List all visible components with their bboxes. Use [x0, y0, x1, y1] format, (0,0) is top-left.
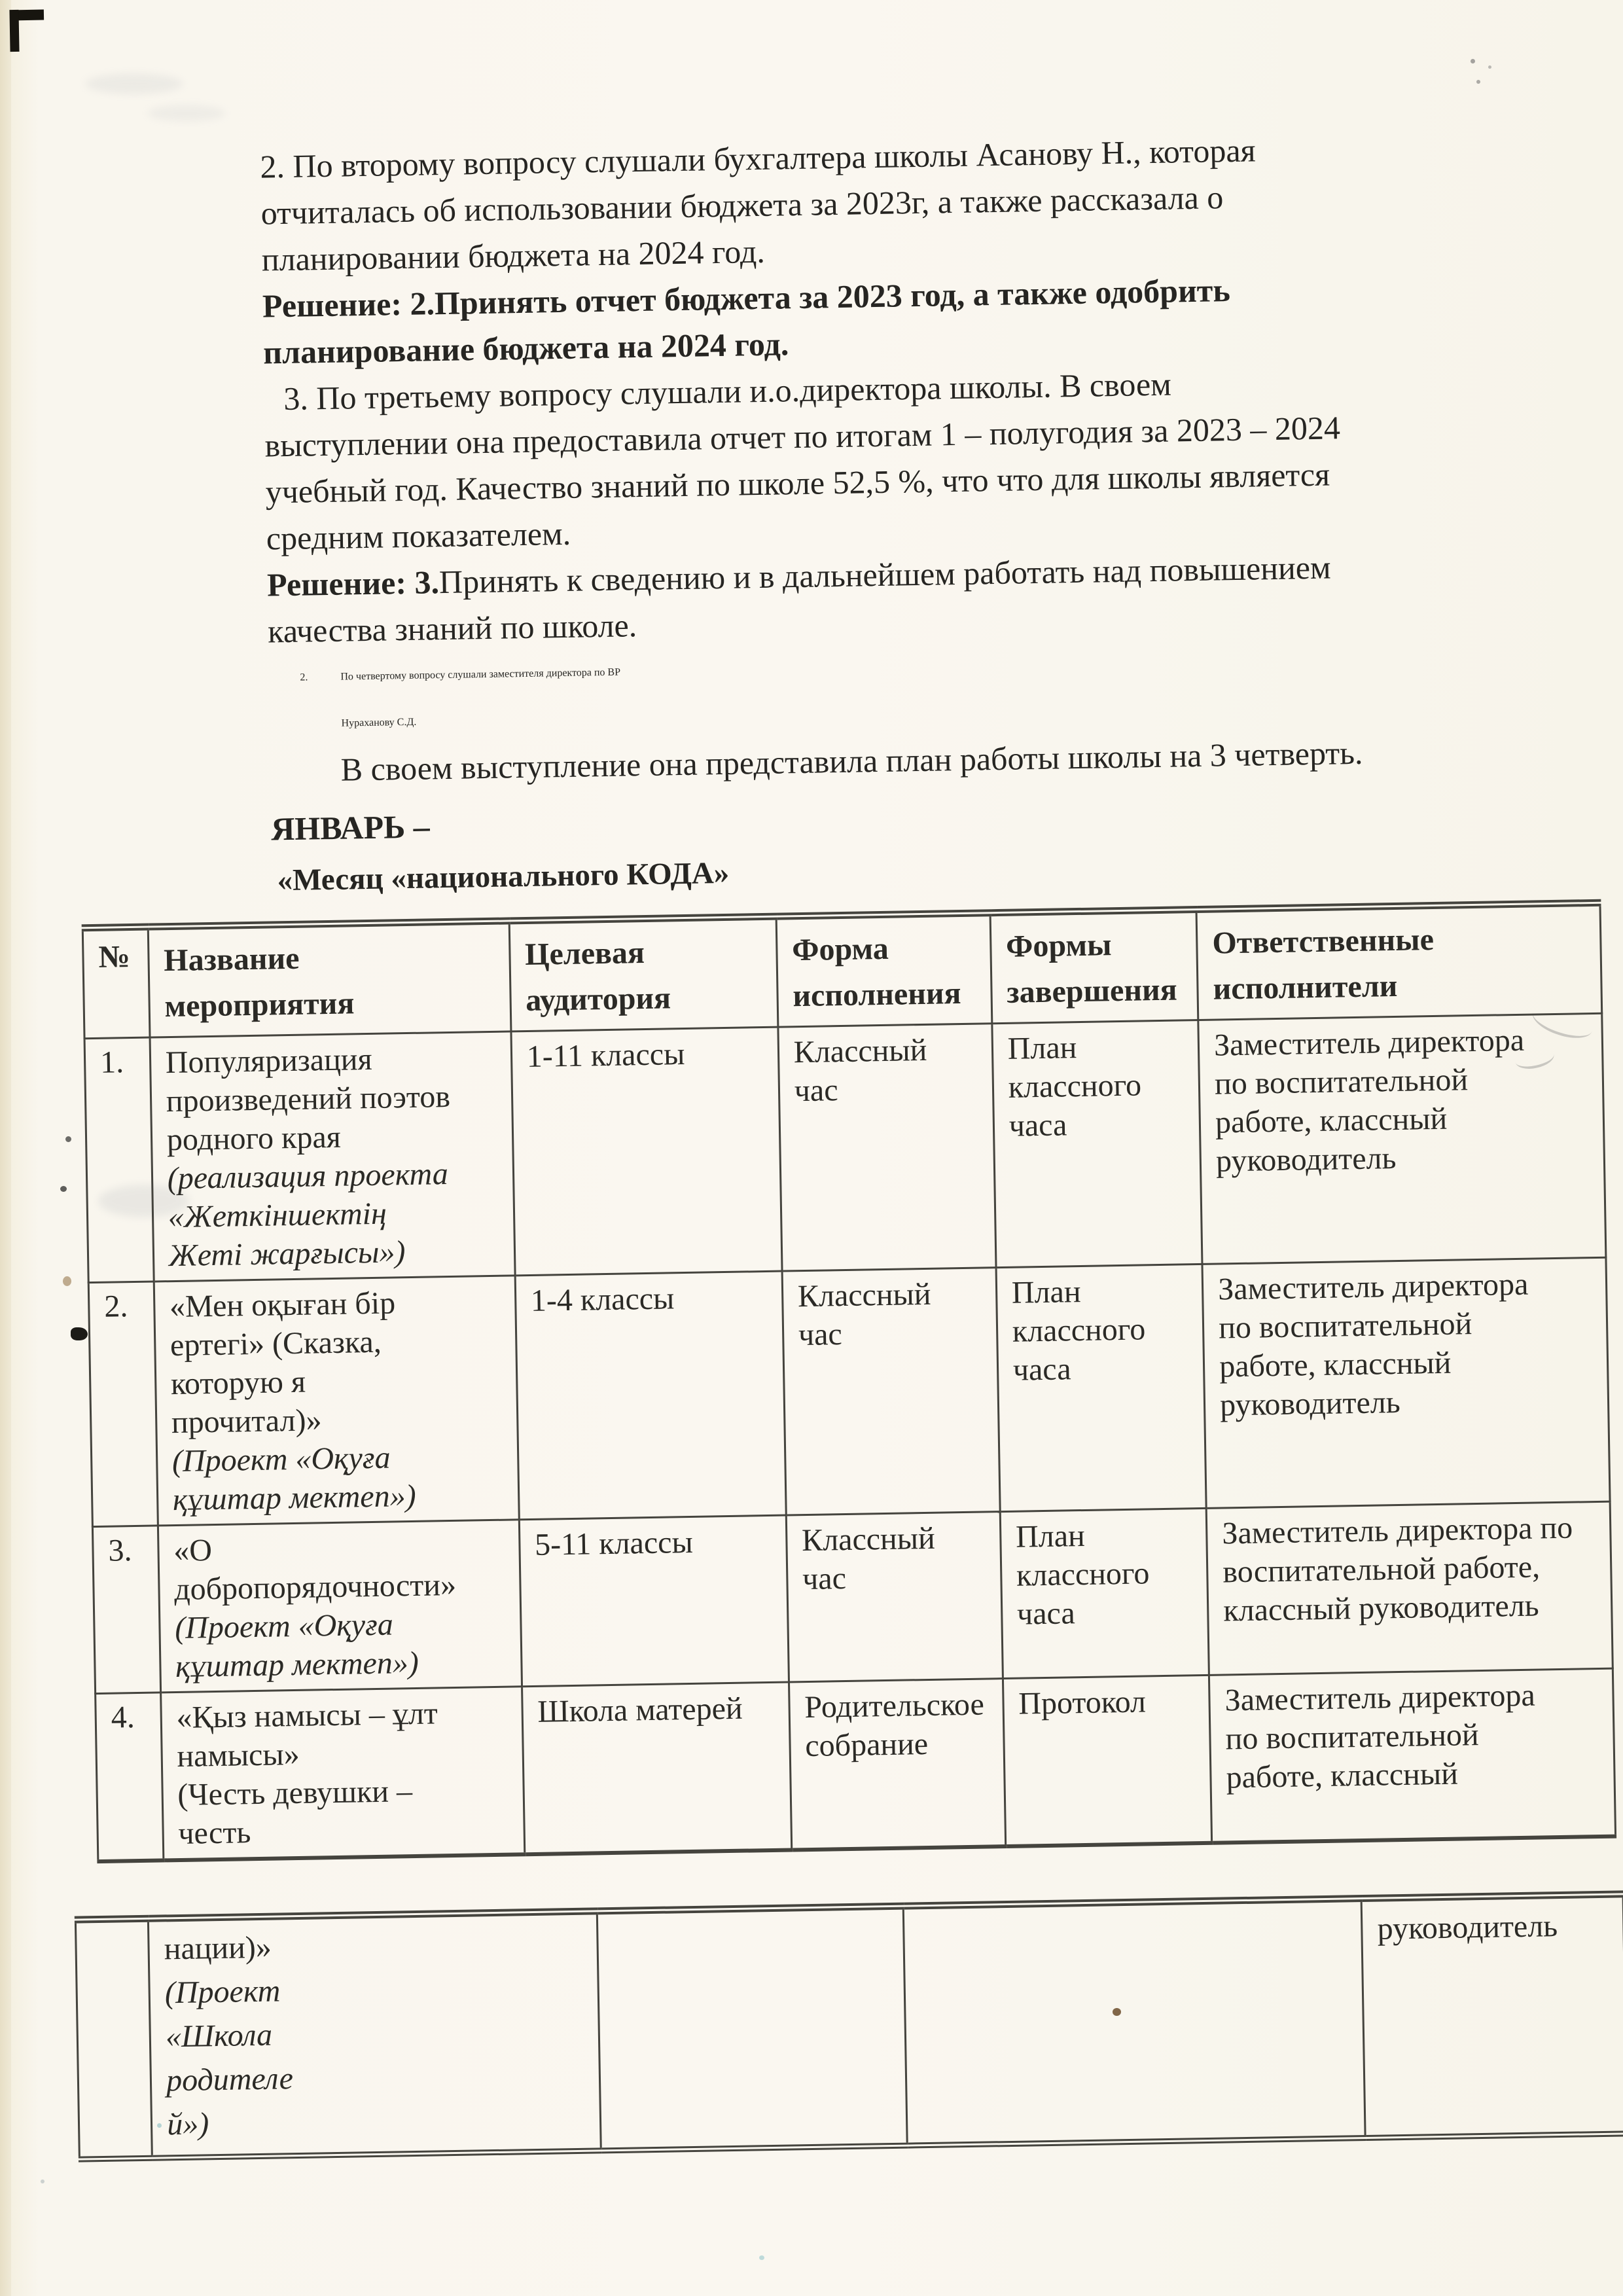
- decision-3-text: Принять к сведению и в дальнейшем работать над повышением: [438, 548, 1332, 601]
- text-line: Заместитель директора: [1224, 1677, 1536, 1718]
- cell-responsible-continued: руководитель: [1361, 1894, 1623, 2138]
- text-line: «О: [173, 1533, 213, 1569]
- text-line: «Қыз намысы – ұлт: [176, 1696, 438, 1736]
- text-line: По четвертому вопросу слушали заместителя директора по ВР: [340, 666, 621, 683]
- text-line: Форма: [791, 931, 889, 968]
- text-line: час: [794, 1073, 838, 1109]
- text-line: құштар мектеп»): [172, 1478, 416, 1518]
- text-line: часа: [1008, 1107, 1067, 1143]
- scan-edge-strip: [0, 0, 11, 2296]
- text-line: Формы: [1005, 927, 1112, 964]
- text-line: ертегі» (Сказка,: [169, 1324, 382, 1363]
- text-line: Целевая: [524, 935, 645, 973]
- table-row: [84, 1013, 1606, 1282]
- text-line: Классный: [797, 1276, 931, 1314]
- table-row: [75, 1894, 1623, 2159]
- cell-form: [903, 1899, 1365, 2146]
- text-line: работе, классный: [1219, 1345, 1452, 1384]
- cell-audience: [597, 1906, 907, 2151]
- text-line: «Жеткіншектің: [168, 1196, 387, 1235]
- text-line: часа: [1016, 1596, 1076, 1632]
- paragraph-question-3: [264, 354, 1600, 562]
- cell-responsible: [1209, 1668, 1616, 1843]
- table-row: [88, 1257, 1610, 1526]
- text-line: добропорядочности»: [173, 1567, 457, 1607]
- text-line: Ответственные: [1212, 922, 1435, 961]
- text-line: завершения: [1006, 972, 1178, 1010]
- scan-speck: [63, 1276, 71, 1286]
- text-line: Заместитель директора по: [1221, 1510, 1573, 1551]
- cell-responsible: [1206, 1501, 1613, 1675]
- cell-audience: 1-11 классы: [511, 1027, 782, 1276]
- text-line: Классный: [801, 1520, 936, 1558]
- text-line: классного: [1016, 1556, 1150, 1593]
- text-line: Протокол: [1018, 1684, 1147, 1721]
- cell-audience: 1-4 классы: [515, 1271, 786, 1520]
- list-item-body: [340, 649, 622, 747]
- scan-speck: [1488, 65, 1491, 69]
- text-line: «Школа: [165, 2017, 273, 2054]
- text-line: произведений поэтов: [166, 1079, 451, 1119]
- cell-event-name-continued: [148, 1911, 601, 2158]
- cell-form: [782, 1268, 1000, 1515]
- cell-number: 3.: [92, 1526, 160, 1694]
- scan-speck: [1476, 80, 1480, 84]
- document-content: [69, 122, 1623, 2162]
- text-line: мероприятия: [164, 986, 355, 1024]
- cell-number: 2.: [88, 1282, 158, 1527]
- text-line: по воспитательной: [1225, 1717, 1480, 1757]
- text-line: аудитория: [525, 980, 671, 1018]
- header-responsible: [1196, 903, 1602, 1020]
- scan-speck: [41, 2179, 45, 2183]
- cell-audience: Школа матерей: [522, 1682, 791, 1854]
- text-line: 2. По второму вопросу слушали бухгалтера школы Асанову Н., которая: [260, 132, 1256, 185]
- cell-completion: [1003, 1675, 1212, 1846]
- cell-form: [778, 1024, 996, 1271]
- text-line: Классный: [793, 1032, 927, 1070]
- events-table-continuation: [75, 1890, 1623, 2162]
- text-line: План: [1015, 1518, 1086, 1554]
- header-number: №: [82, 927, 149, 1039]
- text-line: Заместитель директора: [1217, 1266, 1529, 1307]
- text-line: нации)»: [164, 1929, 272, 1967]
- text-line: часа: [1012, 1352, 1071, 1388]
- text-line: час: [802, 1561, 847, 1597]
- text-line: честь: [177, 1815, 251, 1851]
- header-completion-form: [990, 910, 1198, 1024]
- text-line: (Честь девушки –: [177, 1774, 413, 1813]
- cell-audience: 5-11 классы: [519, 1515, 789, 1687]
- text-line: руководитель: [1219, 1384, 1401, 1423]
- text-line: планирование бюджета на 2024 год.: [262, 325, 789, 371]
- text-line: классного: [1012, 1312, 1146, 1349]
- text-line: құштар мектеп»): [175, 1645, 419, 1685]
- scan-speck: [60, 1186, 67, 1192]
- text-line: Популяризация: [165, 1041, 372, 1081]
- text-line: час: [798, 1317, 843, 1353]
- cell-form: [789, 1679, 1005, 1850]
- text-line: (Проект «Оқуға: [171, 1440, 391, 1479]
- text-line: (реализация проекта: [167, 1157, 449, 1196]
- text-line: исполнители: [1213, 968, 1398, 1007]
- scan-smudge: [147, 105, 226, 122]
- cell-number: 1.: [84, 1037, 154, 1283]
- header-target-audience: [509, 916, 778, 1031]
- scan-corner-mark: [9, 10, 19, 52]
- text-line: й»): [166, 2106, 209, 2142]
- scan-ink-blot: [71, 1327, 88, 1340]
- cell-event-name: [150, 1031, 515, 1282]
- text-line: (Проект: [164, 1973, 281, 2011]
- cell-completion: [992, 1020, 1203, 1267]
- scan-smudge: [85, 73, 183, 94]
- scan-speck: [65, 1136, 71, 1142]
- scan-speck: [759, 2255, 764, 2260]
- text-line: Решение: 2.Принять отчет бюджета за 2023 год, а также одобрить: [262, 272, 1231, 325]
- text-line: 3. По третьему вопросу слушали и.о.директора школы. В своем: [283, 365, 1172, 418]
- text-line: В своем выступление она представила план работы школы на 3 четверть.: [340, 734, 1363, 788]
- table-row: [92, 1501, 1613, 1693]
- text-line: руководитель: [1215, 1141, 1397, 1179]
- cell-event-name: [158, 1520, 522, 1693]
- text-line: выступлении она предоставила отчет по итогам 1 – полугодия за 2023 – 2024: [264, 409, 1341, 464]
- text-line: классный руководитель: [1222, 1588, 1540, 1628]
- text-line: «Мен оқыған бір: [169, 1285, 396, 1325]
- text-line: (Проект «Оқуға: [174, 1607, 394, 1646]
- month-heading: ЯНВАРЬ –: [270, 808, 431, 848]
- text-line: собрание: [804, 1726, 929, 1764]
- text-line: Нураханову С.Д.: [341, 716, 417, 729]
- text-line: Название: [163, 941, 300, 978]
- cell-responsible: [1198, 1013, 1606, 1264]
- cell-responsible: [1202, 1257, 1610, 1508]
- cell-event-name: [160, 1687, 524, 1861]
- cell-number: 4.: [96, 1693, 164, 1861]
- text-line: работе, классный: [1215, 1101, 1448, 1140]
- text-line: исполнения: [792, 975, 961, 1014]
- text-line: родителе: [166, 2061, 294, 2098]
- text-line: качества знаний по школе.: [267, 607, 637, 650]
- text-line: намысы»: [177, 1736, 300, 1774]
- text-line: План: [1007, 1030, 1077, 1066]
- text-line: Жеті жарғысы»): [168, 1234, 406, 1274]
- text-line: классного: [1008, 1067, 1142, 1105]
- text-line: родного края: [166, 1119, 342, 1158]
- text-line: План: [1011, 1274, 1081, 1310]
- text-line: воспитательной работе,: [1222, 1549, 1541, 1590]
- text-line: Заместитель директора: [1213, 1022, 1525, 1063]
- text-line: учебный год. Качество знаний по школе 52,5 %, что что для школы является: [265, 456, 1330, 511]
- text-line: работе, классный: [1226, 1756, 1459, 1795]
- scan-speck: [1471, 59, 1475, 63]
- text-line: средним показателем.: [266, 514, 571, 557]
- cell-completion: [1000, 1508, 1209, 1678]
- list-item-number: 2.: [300, 672, 308, 683]
- table-row: [96, 1668, 1616, 1861]
- events-table: [82, 899, 1616, 1863]
- text-line: планировании бюджета на 2024 год.: [261, 232, 766, 278]
- decision-3-label: Решение: 3.: [266, 564, 440, 603]
- text-line: Родительское: [804, 1687, 985, 1725]
- header-event-name: [148, 921, 511, 1037]
- paragraph-question-2: [260, 122, 1596, 283]
- text-line: которую я: [170, 1364, 306, 1402]
- cell-form: [786, 1512, 1003, 1682]
- text-line: прочитал)»: [171, 1403, 322, 1441]
- text-line: по воспитательной: [1214, 1062, 1469, 1102]
- text-line: отчиталась об использовании бюджета за 2023г, а также рассказала о: [260, 179, 1224, 232]
- cell-completion: [996, 1264, 1207, 1511]
- header-form: [776, 913, 992, 1027]
- cell-number: [75, 1918, 152, 2159]
- month-subheading: «Месяц «национального КОДА»: [277, 855, 730, 898]
- cell-event-name: [154, 1276, 519, 1526]
- text-line: по воспитательной: [1218, 1306, 1472, 1346]
